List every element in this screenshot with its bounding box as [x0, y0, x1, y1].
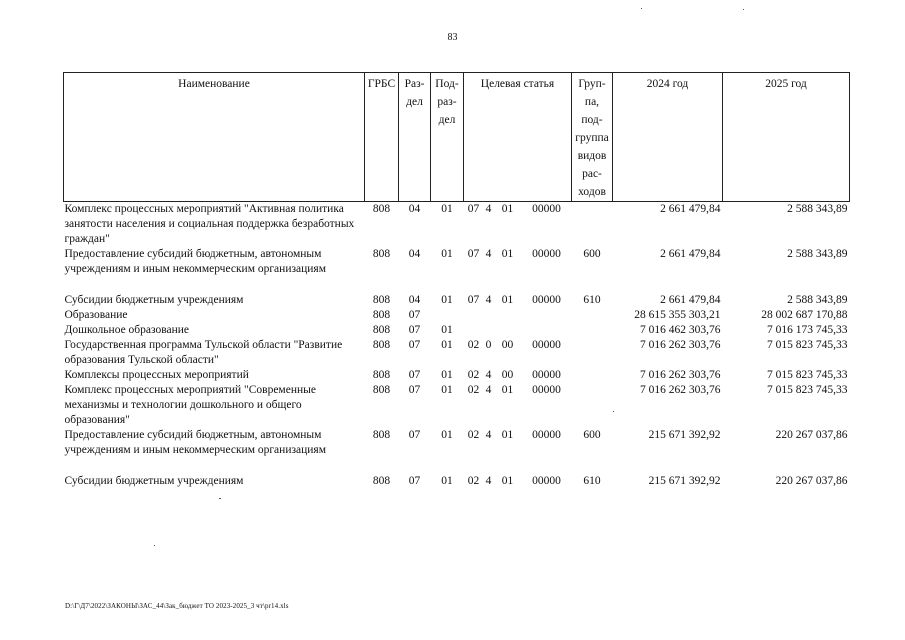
row-name: Предоставление субсидий бюджетным, автономным учреждениям и иным некоммерческим организациям [64, 429, 326, 456]
row-target-direction: 00000 [532, 369, 561, 381]
row-name: Комплекс процессных мероприятий "Современные механизмы и технологии дошкольного и общего образования" [64, 384, 316, 426]
row-expense-group: 600 [583, 248, 601, 260]
row-amount-2024: 2 661 479,84 [660, 294, 721, 306]
row-name: Субсидии бюджетным учреждениям [64, 294, 244, 306]
row-expense-group [572, 308, 613, 323]
row-razdel: 04 [408, 248, 421, 260]
row-target-structure: 00 [501, 369, 514, 381]
row-name: Комплекс процессных мероприятий "Активная политика занятости населения и социальная поддержка безработных граждан" [64, 203, 355, 245]
row-razdel: 07 [408, 429, 421, 441]
row-grbs: 808 [372, 324, 391, 336]
row-razdel: 07 [408, 309, 421, 321]
row-target-type [484, 323, 494, 338]
row-target-direction: 00000 [532, 248, 561, 260]
page-number: 83 [447, 32, 458, 43]
row-razdel: 04 [408, 294, 421, 306]
row-podrazdel: 01 [441, 203, 453, 215]
row-amount-2024: 2 661 479,84 [660, 203, 721, 215]
row-name: Комплексы процессных мероприятий [64, 369, 249, 381]
row-target-structure: 01 [501, 384, 514, 396]
row-target-program: 02 [467, 429, 480, 441]
footer-file-path: D:\Г\Д7\2022\ЗАКОНЫ\ЗАС_44\Зак_бюджет ТО 2023-2025_3 чт\pr14.xls [65, 602, 289, 610]
row-expense-group: 610 [583, 294, 601, 306]
row-podrazdel: 01 [441, 429, 453, 441]
row-amount-2024: 215 671 392,92 [648, 429, 721, 441]
scan-speck [154, 545, 155, 546]
row-amount-2025: 7 015 823 745,33 [767, 369, 848, 381]
header-podrazdel: Под- раз- дел [431, 73, 464, 202]
row-amount-2025: 2 588 343,89 [787, 294, 848, 306]
header-target-article: Целевая статья [464, 73, 572, 202]
row-expense-group [572, 202, 613, 248]
row-grbs: 808 [372, 475, 391, 487]
table-row [64, 338, 850, 368]
header-year-2024: 2024 год [613, 73, 723, 202]
row-grbs: 808 [372, 248, 391, 260]
table-row [64, 383, 850, 428]
row-amount-2024: 7 016 262 303,76 [640, 339, 721, 351]
row-target-type [484, 308, 494, 323]
scan-speck [641, 8, 642, 9]
row-target-structure: 01 [501, 203, 514, 215]
row-razdel: 07 [408, 339, 421, 351]
row-target-program: 02 [467, 339, 480, 351]
row-expense-group: 600 [583, 429, 601, 441]
row-amount-2024: 7 016 462 303,76 [640, 324, 721, 336]
row-expense-group [572, 368, 613, 383]
row-target-type: 4 [485, 294, 492, 306]
row-target-direction: 00000 [532, 339, 561, 351]
header-grbs: ГРБС [365, 73, 399, 202]
header-razdel: Раз- дел [399, 73, 431, 202]
row-target-structure: 01 [501, 294, 514, 306]
row-target-structure: 00 [501, 339, 514, 351]
row-expense-group: 610 [583, 475, 601, 487]
row-grbs: 808 [372, 369, 391, 381]
row-name: Государственная программа Тульской области "Развитие образования Тульской области" [64, 339, 343, 366]
row-razdel: 04 [408, 203, 421, 215]
row-target-structure: 01 [501, 248, 514, 260]
row-target-type: 4 [485, 248, 492, 260]
row-target-direction: 00000 [532, 384, 561, 396]
table-row [64, 308, 850, 323]
table-row [64, 428, 850, 474]
row-podrazdel: 01 [441, 384, 453, 396]
row-podrazdel: 01 [441, 324, 453, 336]
row-razdel: 07 [408, 475, 421, 487]
table-row [64, 323, 850, 338]
row-name: Дошкольное образование [64, 324, 190, 336]
header-expense-group: Груп- па, под- группа видов рас- ходов [572, 73, 613, 202]
row-expense-group [572, 338, 613, 368]
row-amount-2025: 220 267 037,86 [775, 475, 848, 487]
row-target-type: 4 [485, 203, 492, 215]
row-grbs: 808 [372, 203, 391, 215]
table-body [64, 202, 850, 490]
table-row [64, 247, 850, 293]
row-amount-2025: 28 002 687 170,88 [761, 309, 848, 321]
row-target-direction: 00000 [532, 429, 561, 441]
row-target-structure: 01 [501, 429, 514, 441]
row-target-type: 4 [485, 369, 492, 381]
row-amount-2024: 215 671 392,92 [648, 475, 721, 487]
row-amount-2025: 7 015 823 745,33 [767, 339, 848, 351]
row-amount-2025: 220 267 037,86 [775, 429, 848, 441]
scan-speck [743, 9, 744, 10]
table-row [64, 202, 850, 248]
row-target-direction: 00000 [532, 203, 561, 215]
row-grbs: 808 [372, 429, 391, 441]
row-expense-group [572, 383, 613, 428]
row-target-program: 07 [467, 294, 480, 306]
row-name: Субсидии бюджетным учреждениям [64, 475, 244, 487]
row-amount-2024: 2 661 479,84 [660, 248, 721, 260]
row-razdel: 07 [408, 324, 421, 336]
table-row [64, 293, 850, 308]
row-target-program: 07 [467, 248, 480, 260]
row-target-program [464, 308, 484, 323]
header-year-2025: 2025 год [723, 73, 850, 202]
row-grbs: 808 [372, 384, 391, 396]
row-amount-2025: 7 016 173 745,33 [767, 324, 848, 336]
row-name: Образование [64, 309, 128, 321]
row-amount-2024: 7 016 262 303,76 [640, 384, 721, 396]
row-target-program: 02 [467, 475, 480, 487]
table-header-row [64, 73, 850, 202]
row-podrazdel [431, 308, 464, 323]
row-target-type: 0 [485, 339, 492, 351]
row-razdel: 07 [408, 384, 421, 396]
row-amount-2025: 7 015 823 745,33 [767, 384, 848, 396]
row-grbs: 808 [372, 339, 391, 351]
row-razdel: 07 [408, 369, 421, 381]
row-target-program: 02 [467, 369, 480, 381]
row-target-program [464, 323, 484, 338]
row-amount-2024: 7 016 262 303,76 [640, 369, 721, 381]
row-podrazdel: 01 [441, 294, 453, 306]
row-target-structure [494, 308, 522, 323]
header-name: Наименование [64, 73, 365, 202]
table-row [64, 474, 850, 489]
row-amount-2025: 2 588 343,89 [787, 203, 848, 215]
row-grbs: 808 [372, 309, 391, 321]
budget-table [63, 72, 850, 489]
row-target-structure [494, 323, 522, 338]
row-podrazdel: 01 [441, 339, 453, 351]
row-grbs: 808 [372, 294, 391, 306]
row-target-program: 02 [467, 384, 480, 396]
row-target-type: 4 [485, 475, 492, 487]
row-podrazdel: 01 [441, 248, 453, 260]
row-target-direction: 00000 [532, 294, 561, 306]
row-target-structure: 01 [501, 475, 514, 487]
row-target-program: 07 [467, 203, 480, 215]
table-row [64, 368, 850, 383]
scan-speck [219, 498, 221, 499]
row-expense-group [572, 323, 613, 338]
row-podrazdel: 01 [441, 369, 453, 381]
row-target-direction [522, 323, 572, 338]
row-target-type: 4 [485, 429, 492, 441]
row-amount-2024: 28 615 355 303,21 [634, 309, 721, 321]
scan-speck [613, 411, 614, 412]
row-target-direction: 00000 [532, 475, 561, 487]
row-amount-2025: 2 588 343,89 [787, 248, 848, 260]
row-target-direction [522, 308, 572, 323]
row-name: Предоставление субсидий бюджетным, автономным учреждениям и иным некоммерческим организациям [64, 248, 326, 275]
row-podrazdel: 01 [441, 475, 453, 487]
row-target-type: 4 [485, 384, 492, 396]
